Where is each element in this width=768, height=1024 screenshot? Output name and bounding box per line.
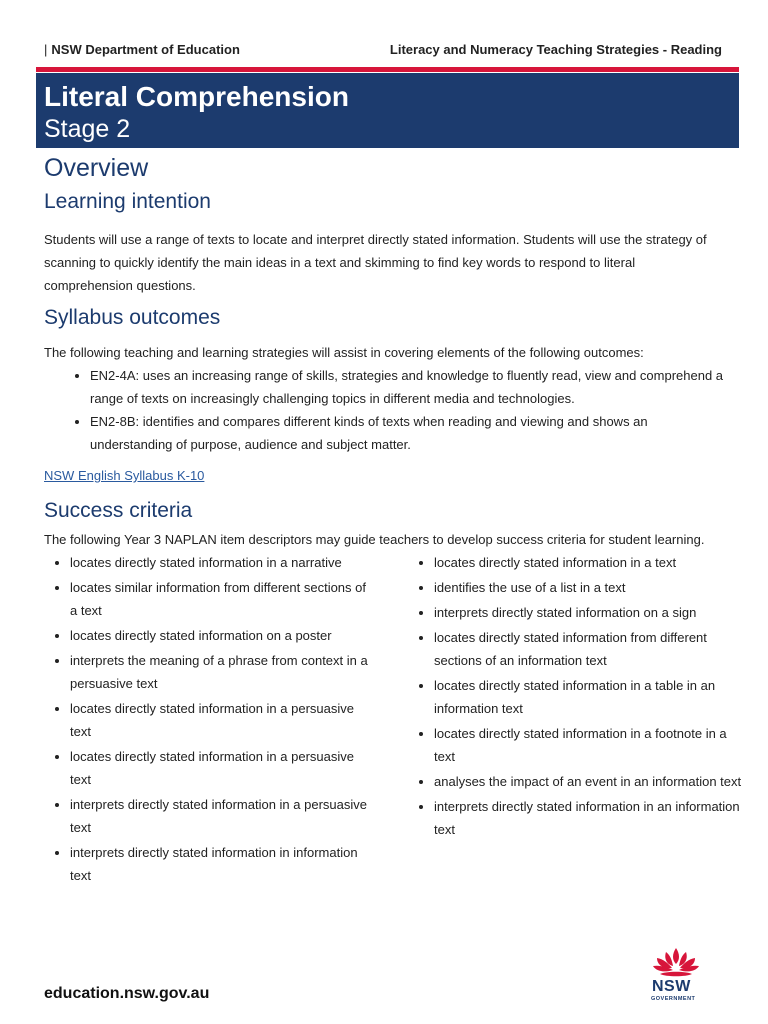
criteria-item: • interprets the meaning of a phrase from context in a persuasive text — [70, 649, 375, 695]
criteria-item: • analyses the impact of an event in an information text — [434, 770, 744, 793]
outcome-item: • EN2-4A: uses an increasing range of skills, strategies and knowledge to fluently read, view and comprehend a range of texts on increasingly challenging topics in different media and technologies. — [90, 364, 726, 410]
criteria-item: • locates directly stated information in a table in an information text — [434, 674, 744, 720]
waratah-icon — [646, 946, 706, 980]
criteria-item: • locates directly stated information in a narrative — [70, 551, 375, 574]
success-criteria-intro: The following Year 3 NAPLAN item descriptors may guide teachers to develop success criteria for student learning. — [44, 532, 705, 547]
logo-wordmark: NSW — [652, 978, 691, 995]
document-body — [44, 152, 742, 911]
document-title: Literal Comprehension — [44, 81, 349, 112]
criteria-item: • locates directly stated information in a text — [434, 551, 744, 574]
running-header-department — [44, 42, 240, 57]
success-criteria-heading: Success criteria — [44, 499, 193, 522]
nsw-government-logo — [646, 946, 706, 1006]
header-separator: | — [44, 42, 48, 57]
criteria-item: • interprets directly stated information in information text — [70, 841, 375, 887]
syllabus-outcomes-heading: Syllabus outcomes — [44, 306, 221, 329]
outcomes-list — [44, 364, 726, 456]
success-criteria-list-left — [44, 551, 375, 889]
success-criteria-columns — [44, 551, 742, 911]
criteria-item: • locates directly stated information on a poster — [70, 624, 375, 647]
criteria-item: • locates directly stated information in a footnote in a text — [434, 722, 744, 768]
criteria-item: • locates directly stated information in a persuasive text — [70, 745, 375, 791]
outcome-item: • EN2-8B: identifies and compares different kinds of texts when reading and viewing and shows an understanding of purpose, audience and subject matter. — [90, 410, 726, 456]
overview-heading: Overview — [44, 154, 149, 182]
learning-intention-heading: Learning intention — [44, 190, 211, 213]
criteria-item: • locates directly stated information in a persuasive text — [70, 697, 375, 743]
running-header-series: Literacy and Numeracy Teaching Strategies - Reading — [389, 42, 722, 57]
title-banner — [36, 73, 739, 148]
logo-subtext: GOVERNMENT — [651, 996, 696, 1002]
document-stage: Stage 2 — [44, 115, 131, 143]
syllabus-outcomes-intro: The following teaching and learning strategies will assist in covering elements of the following outcomes: — [44, 345, 644, 360]
criteria-item: • interprets directly stated information in an information text — [434, 795, 744, 841]
footer-url: education.nsw.gov.au — [44, 985, 210, 1002]
learning-intention-text: Students will use a range of texts to locate and interpret directly stated information. Students will use the strategy of scanning to quickly identify the main ideas in a text and skimming to find key words to respond to literal comprehension questions. — [44, 232, 707, 293]
criteria-item: • interprets directly stated information on a sign — [434, 601, 744, 624]
criteria-item: • locates similar information from different sections of a text — [70, 576, 375, 622]
department-name: NSW Department of Education — [51, 42, 240, 57]
criteria-item: • locates directly stated information from different sections of an information text — [434, 626, 744, 672]
red-accent-rule — [36, 67, 739, 72]
criteria-item: • identifies the use of a list in a text — [434, 576, 744, 599]
syllabus-link[interactable]: NSW English Syllabus K-10 — [44, 468, 205, 483]
success-criteria-list-right — [408, 551, 744, 843]
criteria-item: • interprets directly stated information in a persuasive text — [70, 793, 375, 839]
